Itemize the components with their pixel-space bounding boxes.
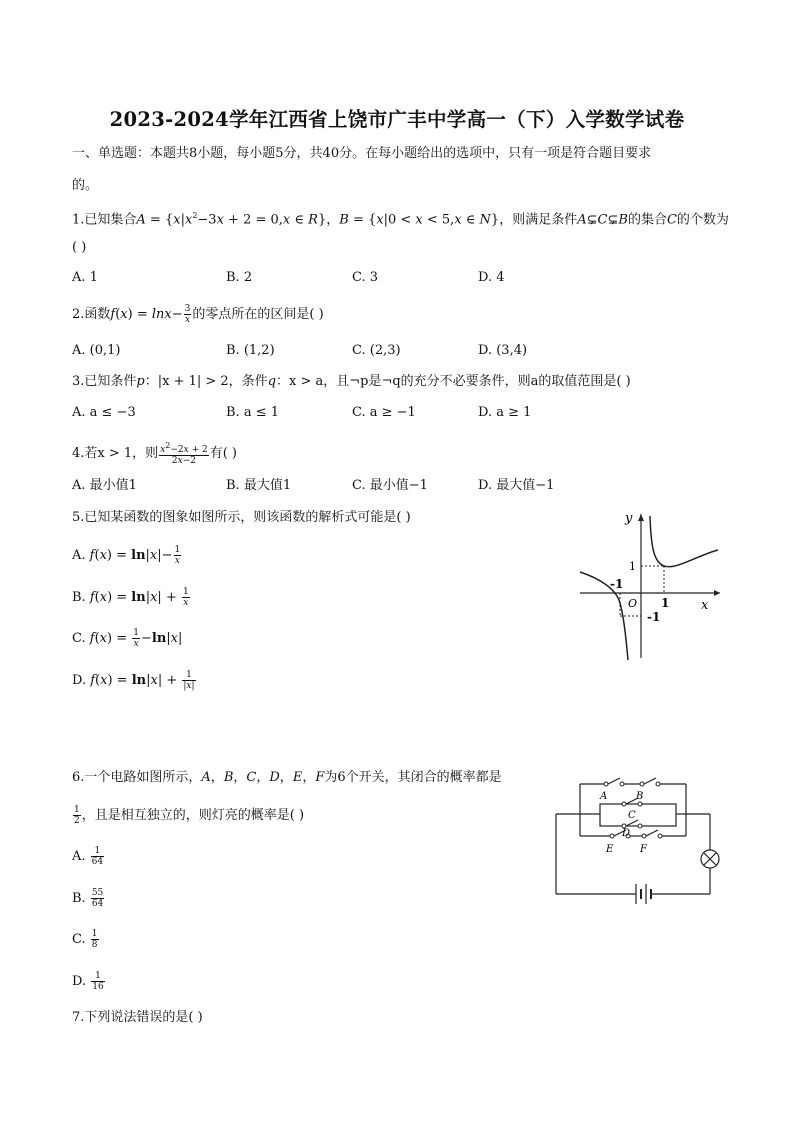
q1-mid: ， — [326, 212, 340, 228]
q3-q-text: ：x > a，且¬p是¬q的充分不必要条件，则a的取值范围是( ) — [276, 374, 631, 389]
q5-option-a[interactable]: A. f(x) = ln|x|− $\frac{1}{x}$ — [72, 545, 181, 566]
q4-condition: x > 1 — [97, 446, 133, 461]
q1-tail2: 的集合 — [627, 212, 667, 228]
q6-stem-c: ，且是相互独立的，则灯亮的概率是( ) — [81, 808, 305, 823]
switch-label-c: C — [628, 810, 636, 821]
label-one-x: 1 — [661, 596, 670, 610]
q6-option-b-label: B. — [72, 891, 86, 906]
q4-option-a[interactable]: A. 最小值1 — [72, 478, 137, 493]
q3-option-c[interactable]: C. a ≥ −1 — [352, 405, 416, 420]
q1-paren: ( ) — [72, 240, 87, 255]
q6-option-c[interactable]: C. $\frac{1}{8}$ — [72, 929, 98, 950]
q5-option-a-label: A. — [72, 548, 86, 563]
q4-option-d[interactable]: D. 最大值−1 — [478, 478, 555, 493]
q6-option-d[interactable]: D. $\frac{1}{16}$ — [72, 971, 104, 992]
q2-option-d[interactable]: D. (3,4) — [478, 343, 528, 358]
q1-option-d[interactable]: D. 4 — [478, 270, 505, 285]
q2-option-a[interactable]: A. (0,1) — [72, 343, 121, 358]
q4-lead: 4.若 — [72, 446, 98, 461]
q5-option-c-label: C. — [72, 631, 86, 646]
switch-label-d: D — [622, 828, 631, 839]
q2-tail: 的零点所在的区间是( ) — [192, 307, 324, 322]
q6-option-d-label: D. — [72, 974, 87, 989]
page-title: 2023-2024学年江西省上饶市广丰中学高一（下）入学数学试卷 — [109, 108, 685, 131]
q1-tail3: 的个数为 — [676, 212, 729, 228]
q5-option-d[interactable]: D. f(x) = ln|x| + $\frac{1}{|x|}$ — [72, 670, 195, 691]
question-6-stem-line2: $\frac{1}{2}$ ，且是相互独立的，则灯亮的概率是( ) — [74, 805, 305, 826]
q3-option-d[interactable]: D. a ≥ 1 — [478, 405, 532, 420]
q5-option-b[interactable]: B. f(x) = ln|x| + $\frac{1}{x}$ — [72, 587, 189, 608]
label-one-y: 1 — [629, 560, 636, 573]
curve-right-branch — [650, 516, 718, 567]
q4-fraction: $\frac{x^2-2x + 2}{2x-2}$ — [160, 441, 208, 466]
section-heading-line1: 一、单选题：本题共8小题，每小题5分，共40分。在每小题给出的选项中，只有一项是符合题目要求 — [72, 146, 652, 161]
q5-option-c[interactable]: C. f(x) = $\frac{1}{x}$ −ln|x| — [72, 628, 183, 649]
question-2-stem: 2.函数f(x) = lnx− $\frac{3}{x}$ 的零点所在的区间是( ) — [72, 304, 324, 325]
question-1-stem: 1.已知集合$A = \{x|x^2-3x + 2 = 0,x$ ∈ R}，B = {x|0 < x < 5,x ∈ N}，则满足条件A⊊C⊊B的集合C的个数为 — [72, 211, 729, 228]
q1-tail: ，则满足条件 — [499, 212, 578, 228]
x-axis-arrow — [714, 590, 720, 596]
label-y: y — [625, 511, 633, 526]
q4-mid: ，则 — [132, 446, 159, 461]
q1-option-b[interactable]: B. 2 — [226, 270, 253, 285]
section-heading-line2: 的。 — [72, 178, 99, 193]
circuit-diagram — [548, 770, 726, 906]
q4-option-b[interactable]: B. 最大值1 — [226, 478, 292, 493]
q3-lead: 3.已知条件 — [72, 374, 137, 389]
q4-tail: 有( ) — [209, 446, 237, 461]
q1-lead: 1.已知集合 — [72, 212, 137, 228]
battery-icon — [636, 884, 651, 904]
q4-option-c[interactable]: C. 最小值−1 — [352, 478, 428, 493]
question-6-stem: 6.一个电路如图所示，A，B，C，D，E，F为6个开关，其闭合的概率都是 — [72, 770, 502, 785]
y-axis-arrow — [638, 514, 644, 521]
q3-p-text: ：|x + 1| > 2，条件 — [144, 374, 268, 389]
q6-stem-b: 为6个开关，其闭合的概率都是 — [324, 770, 502, 785]
label-x: x — [701, 598, 709, 613]
question-7-stem: 7.下列说法错误的是( ) — [72, 1010, 203, 1025]
q3-option-b[interactable]: B. a ≤ 1 — [226, 405, 279, 420]
switch-label-a: A — [600, 791, 608, 802]
switch-label-f: F — [640, 844, 647, 855]
q3-option-a[interactable]: A. a ≤ −3 — [72, 405, 136, 420]
q2-lead: 2.函数 — [72, 307, 111, 322]
q6-option-a-label: A. — [72, 849, 86, 864]
q1-option-c[interactable]: C. 3 — [352, 270, 379, 285]
label-origin: O — [628, 597, 638, 610]
question-3-stem: 3.已知条件p：|x + 1| > 2，条件q：x > a，且¬p是¬q的充分不必要条件，则a的取值范围是( ) — [72, 374, 631, 389]
q2-option-b[interactable]: B. (1,2) — [226, 343, 275, 358]
q6-option-a[interactable]: A. $\frac{1}{64}$ — [72, 846, 104, 867]
q2-fraction: $\frac{3}{x}$ — [184, 304, 191, 325]
q2-option-c[interactable]: C. (2,3) — [352, 343, 401, 358]
label-neg-one-y: -1 — [647, 610, 661, 624]
q6-stem-a: 6.一个电路如图所示， — [72, 770, 202, 785]
question-4-stem — [72, 441, 237, 466]
q5-option-d-label: D. — [72, 673, 87, 688]
q6-option-b[interactable]: B. $\frac{55}{64}$ — [72, 888, 104, 909]
question-5-stem: 5.已知某函数的图象如图所示，则该函数的解析式可能是( ) — [72, 510, 411, 525]
function-graph — [576, 508, 724, 662]
q1-option-a[interactable]: A. 1 — [72, 270, 98, 285]
switch-label-b: B — [636, 791, 644, 802]
label-neg-one-x: -1 — [610, 577, 624, 591]
q5-option-b-label: B. — [72, 590, 86, 605]
q6-option-c-label: C. — [72, 932, 86, 947]
switch-label-e: E — [606, 844, 614, 855]
